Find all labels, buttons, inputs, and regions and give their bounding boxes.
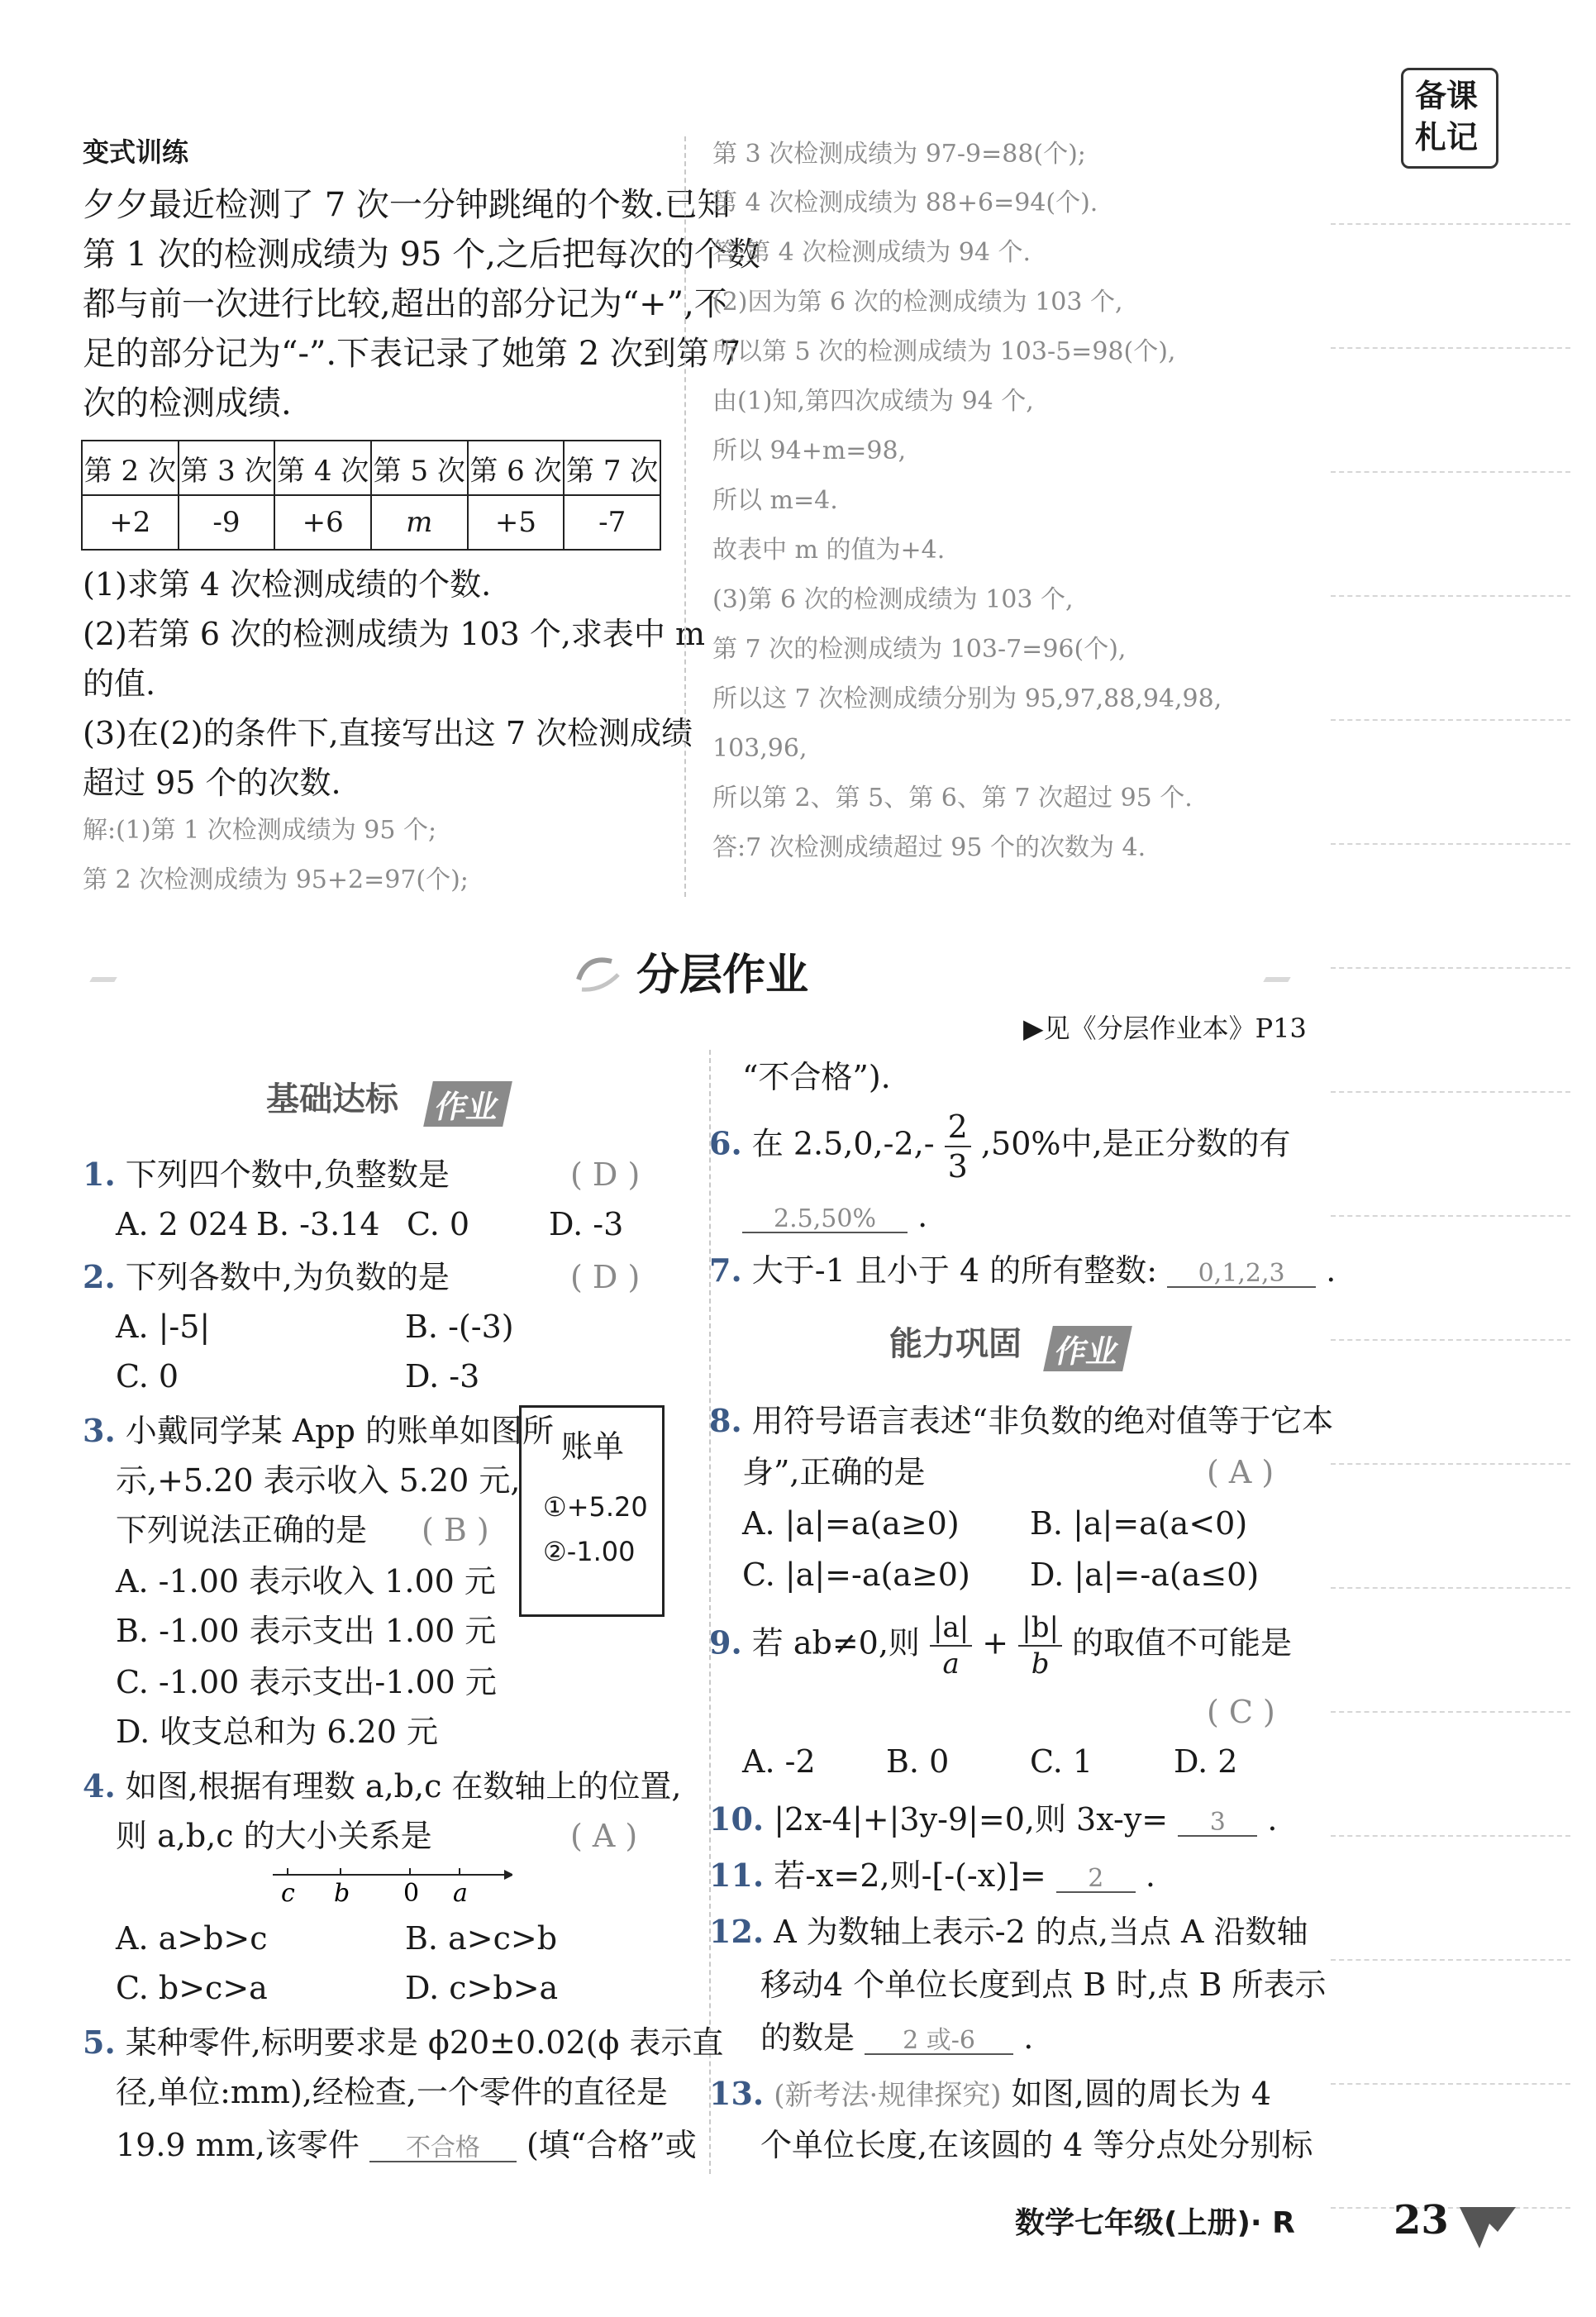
q13-line-2: 个单位长度,在该圆的 4 等分点处分别标 [760,2127,1313,2163]
section-title: 分层作业 [636,951,809,1000]
q8-number: 8. [709,1402,742,1439]
solution-left-2: 第 2 次检测成绩为 95+2=97(个); [83,865,469,894]
q13-tag: (新考法·规律探究) [774,2079,1002,2112]
variant-question-2b: 的值. [83,665,156,702]
q2-option-b: B. -(-3) [405,1309,514,1345]
q9-option-c: C. 1 [1030,1743,1093,1780]
basic-tag: 作业 [423,1081,512,1127]
q6-end: . [917,1198,928,1234]
q9-option-d: D. 2 [1174,1743,1238,1780]
table-header: 第 2 次 [82,441,179,495]
q3-option-a: A. -1.00 表示收入 1.00 元 [116,1563,496,1599]
axis-label-c: c [281,1879,295,1908]
q8-answer: ( A ) [1207,1454,1274,1490]
q9-option-b: B. 0 [886,1743,950,1780]
banner-right-stroke [1263,977,1290,982]
q3-answer: ( B ) [422,1512,489,1548]
page-number: 23 [1394,2197,1449,2243]
table-cell: m [371,495,468,550]
fraction-numerator: 2 [945,1111,971,1147]
table-header: 第 4 次 [274,441,371,495]
fraction-two-thirds [945,1108,971,1185]
q5-line-1 [83,2024,724,2061]
variant-question-3: (3)在(2)的条件下,直接写出这 7 次检测成绩 [83,715,693,751]
q3-number: 3. [83,1412,116,1449]
q12-line-3 [760,2019,1034,2056]
q10-number: 10. [709,1800,765,1838]
q5-continuation: “不合格”). [742,1059,891,1095]
solution-right-8: 所以 m=4. [712,486,838,515]
q7-number: 7. [709,1251,742,1289]
solution-left-1: 解:(1)第 1 次检测成绩为 95 个; [83,816,437,845]
q11-blank: 2 [1056,1866,1136,1893]
fraction-denominator: 3 [947,1148,968,1185]
q9-text-pre: 若 ab≠0,则 [751,1624,920,1661]
variant-intro-5: 次的检测成绩. [83,384,292,422]
q11-text: 若-x=2,则-[-(-x)]= [774,1857,1046,1894]
bill-title: 账单 [561,1428,625,1465]
q8-line-1 [709,1402,1334,1439]
column-divider-bottom [709,1050,711,2174]
fraction-numerator: |b| [1018,1614,1062,1647]
table-cell: -9 [179,495,275,550]
q10-blank: 3 [1178,1810,1257,1837]
axis-label-0: 0 [403,1879,420,1908]
number-line [264,1860,512,1909]
q2-text: 下列各数中,为负数的是 [125,1259,450,1295]
solution-right-13: 103,96, [712,734,808,763]
q8-option-d: D. |a|=-a(a≤0) [1030,1557,1260,1593]
q4-option-c: C. b>c>a [116,1970,268,2006]
solution-right-2: 第 4 次检测成绩为 88+6=94(个). [712,188,1098,217]
q5-text-4: (填“合格”或 [526,2127,697,2163]
q12-number: 12. [709,1913,765,1950]
q12-text-1: A 为数轴上表示-2 的点,当点 A 沿数轴 [774,1914,1308,1950]
q4-option-a: A. a>b>c [116,1920,268,1957]
q3-text-1: 小戴同学某 App 的账单如图所 [125,1413,555,1449]
q6-text-pre: 在 2.5,0,-2,- [751,1125,935,1162]
solution-right-9: 故表中 m 的值为+4. [712,536,946,565]
q9 [709,1611,1293,1681]
q3-line-3: 下列说法正确的是 [116,1512,368,1548]
notes-tag [1401,68,1498,169]
q12-blank: 2 或-6 [865,2029,1013,2055]
q12-line-2: 移动4 个单位长度到点 B 时,点 B 所表示 [760,1967,1327,2003]
table-row [82,495,660,550]
q6-text-post: ,50%中,是正分数的有 [980,1125,1291,1162]
table-cell: +6 [274,495,371,550]
q5-text-1: 某种零件,标明要求是 ϕ20±0.02(ϕ 表示直 [125,2024,724,2061]
corner-arrow-icon [1455,2199,1521,2257]
q3-option-c: C. -1.00 表示支出-1.00 元 [116,1664,497,1700]
q4-text-1: 如图,根据有理数 a,b,c 在数轴上的位置, [125,1768,682,1804]
q9-option-a: A. -2 [742,1743,816,1780]
variant-intro-4: 足的部分记为“-”.下表记录了她第 2 次到第 7 [83,335,741,373]
q8-text-1: 用符号语言表述“非负数的绝对值等于它本 [751,1403,1334,1439]
q1-option-c: C. 0 [407,1206,470,1242]
axis-label-a: a [453,1879,468,1908]
variant-heading: 变式训练 [83,136,189,168]
q6-line-2 [742,1200,927,1233]
table-row [82,441,660,495]
q10 [709,1800,1278,1838]
fraction-abs-b-over-b [1018,1611,1062,1681]
footer-book: 数学七年级(上册)· R [1015,2206,1295,2240]
solution-right-6: 由(1)知,第四次成绩为 94 个, [712,387,1034,416]
q13-line-1 [709,2075,1271,2112]
q5-text-3: 19.9 mm,该零件 [116,2127,360,2163]
variant-intro-1: 夕夕最近检测了 7 次一分钟跳绳的个数.已知 [83,186,731,224]
solution-right-12: 所以这 7 次检测成绩分别为 95,97,88,94,98, [712,684,1222,713]
solution-right-1: 第 3 次检测成绩为 97-9=88(个); [712,140,1086,169]
bill-box [519,1405,665,1617]
variant-question-2: (2)若第 6 次的检测成绩为 103 个,求表中 m [83,616,706,652]
q10-text: |2x-4|+|3y-9|=0,则 3x-y= [774,1801,1169,1838]
q7-blank: 0,1,2,3 [1167,1261,1316,1288]
q6-number: 6. [709,1124,742,1162]
q8-option-a: A. |a|=a(a≥0) [742,1505,960,1542]
q1-number: 1. [83,1156,116,1193]
q2-option-a: A. |-5| [116,1309,211,1345]
q1-option-d: D. -3 [549,1206,624,1242]
basic-label: 基础达标 [266,1080,398,1118]
axis-label-b: b [334,1879,350,1908]
variant-question-1: (1)求第 4 次检测成绩的个数. [83,566,492,603]
q1-text: 下列四个数中,负整数是 [125,1156,450,1193]
q3-option-d: D. 收支总和为 6.20 元 [116,1714,439,1750]
q1 [83,1156,450,1193]
q2-answer: ( D ) [570,1259,641,1295]
variant-question-3b: 超过 95 个的次数. [83,765,341,801]
q12-end: . [1023,2019,1034,2056]
fraction-numerator: |a| [930,1614,972,1647]
solution-right-5: 所以第 5 次的检测成绩为 103-5=98(个), [712,337,1176,366]
column-divider-top [684,136,686,897]
solution-right-10: (3)第 6 次的检测成绩为 103 个, [712,585,1074,614]
variant-intro-3: 都与前一次进行比较,超出的部分记为“+”,不 [83,285,727,323]
q5-line-2: 径,单位:mm),经检查,一个零件的直径是 [116,2074,668,2110]
advanced-label: 能力巩固 [889,1325,1022,1363]
solution-right-15: 答:7 次检测成绩超过 95 个的次数为 4. [712,833,1146,862]
q9-answer: ( C ) [1207,1694,1275,1730]
q8-option-c: C. |a|=-a(a≥0) [742,1557,970,1593]
q11-end: . [1145,1857,1155,1894]
q3-line-1 [83,1412,555,1449]
q11-number: 11. [709,1857,765,1894]
table-header: 第 7 次 [564,441,660,495]
table-header: 第 5 次 [371,441,468,495]
solution-right-11: 第 7 次的检测成绩为 103-7=96(个), [712,635,1127,664]
section-reference: ▶见《分层作业本》P13 [1023,1013,1307,1044]
q4-option-d: D. c>b>a [405,1970,559,2006]
q8-line-2: 身”,正确的是 [742,1454,926,1490]
fraction-denominator: b [1031,1647,1050,1681]
notes-tag-bottom: 札记 [1415,119,1479,155]
q6 [709,1108,1291,1185]
q8-option-b: B. |a|=a(a<0) [1030,1505,1248,1542]
fraction-abs-a-over-a [930,1611,972,1681]
table-header: 第 6 次 [468,441,565,495]
q4-number: 4. [83,1767,116,1804]
bill-item-2: ②-1.00 [543,1536,636,1567]
q12-line-1 [709,1913,1308,1950]
notes-tag-top: 备课 [1415,78,1479,114]
solution-right-7: 所以 94+m=98, [712,436,907,465]
solution-right-4: (2)因为第 6 次的检测成绩为 103 个, [712,288,1123,317]
q2-option-c: C. 0 [116,1358,179,1394]
advanced-tag: 作业 [1043,1326,1132,1371]
q7-end: . [1326,1252,1336,1289]
q2-option-d: D. -3 [405,1358,480,1394]
q9-plus: + [982,1624,1009,1661]
q13-number: 13. [709,2075,765,2112]
q1-option-a: A. 2 024 [116,1206,249,1242]
q11 [709,1857,1155,1894]
solution-right-3: 答:第 4 次检测成绩为 94 个. [712,238,1031,267]
q4-answer: ( A ) [570,1818,638,1854]
q1-option-b: B. -3.14 [256,1206,380,1242]
q7 [709,1251,1336,1289]
q9-text-post: 的取值不可能是 [1072,1624,1293,1661]
q6-blank: 2.5,50% [742,1207,908,1233]
q10-end: . [1267,1801,1278,1838]
swirl-icon [570,946,628,1004]
table-cell: +2 [82,495,179,550]
q3-option-b: B. -1.00 表示支出 1.00 元 [116,1613,497,1649]
q5-number: 5. [83,2024,116,2061]
table-header: 第 3 次 [179,441,275,495]
q2-number: 2. [83,1258,116,1295]
table-cell: -7 [564,495,660,550]
q7-text: 大于-1 且小于 4 的所有整数: [751,1252,1158,1289]
variant-intro-2: 第 1 次的检测成绩为 95 个,之后把每次的个数 [83,236,760,274]
q5-blank: 不合格 [369,2136,517,2162]
q9-number: 9. [709,1623,742,1661]
score-table [81,440,661,551]
banner-left-stroke [89,977,117,982]
fraction-denominator: a [942,1647,960,1681]
q5-line-3 [116,2129,697,2162]
q4-line-1 [83,1767,682,1804]
q13-text-1: 如图,圆的周长为 4 [1011,2076,1271,2112]
q1-answer: ( D ) [570,1156,641,1193]
q2 [83,1258,450,1295]
table-cell: +5 [468,495,565,550]
q4-line-2: 则 a,b,c 的大小关系是 [116,1818,432,1854]
solution-right-14: 所以第 2、第 5、第 6、第 7 次超过 95 个. [712,784,1193,813]
q4-option-b: B. a>c>b [405,1920,558,1957]
notes-lines [1331,107,1570,2257]
q3-line-2: 示,+5.20 表示收入 5.20 元, [116,1462,521,1499]
bill-item-1: ①+5.20 [543,1491,648,1523]
q12-text-3: 的数是 [760,2019,855,2056]
